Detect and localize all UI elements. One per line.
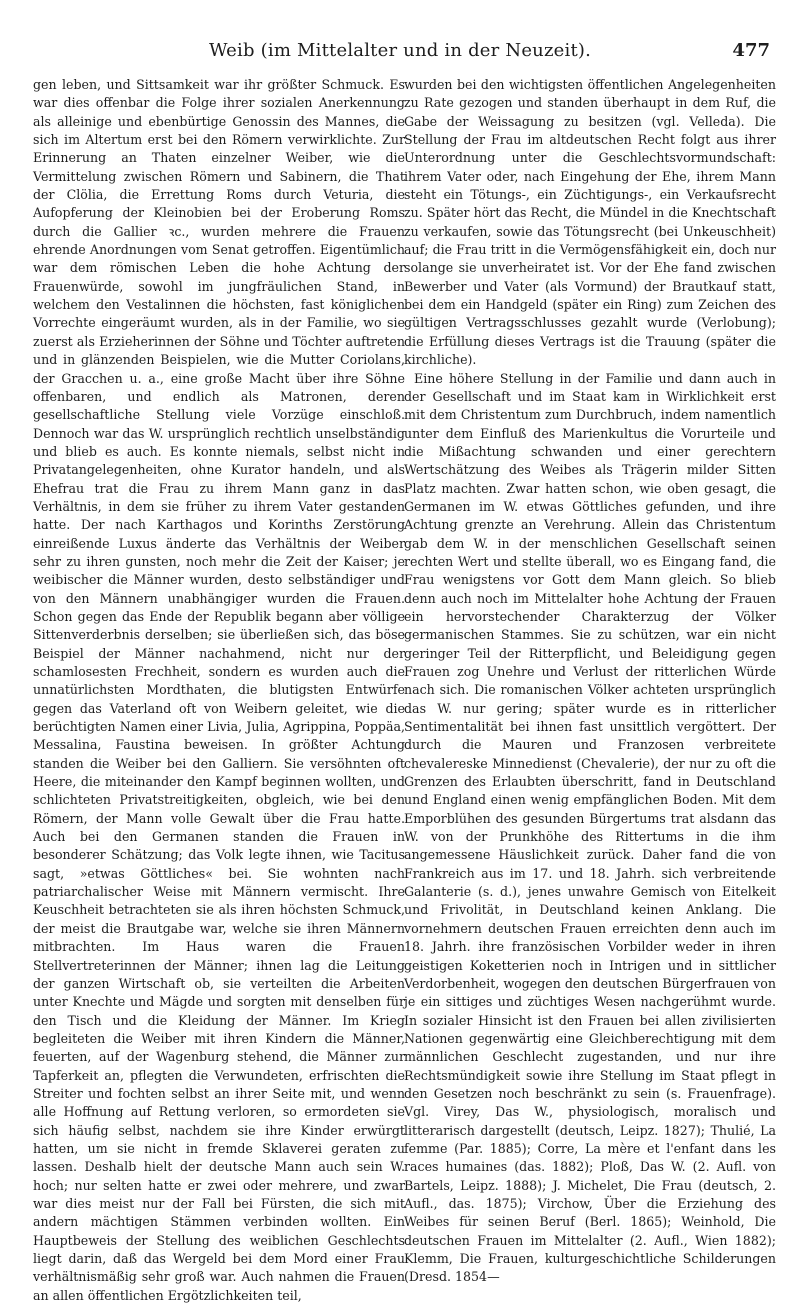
page-number: 477 [732, 40, 770, 61]
right-column [404, 76, 776, 1285]
left-paragraph-1: gen leben, und Sittsamkeit war ihr größter Schmuck. Es war dies offenbar die Folge ihrer sozialen Anerkennung als alleinige und ebenbürtige Genossin des Mannes, die sich im Altertum erst bei den Römern verwirklichte. Zur Erinnerung an Thaten einzelner Weiber, wie die Vermittelung zwischen Römern und Sabinern, die That der Clölia, die Errettung Roms durch Veturia, die Aufopferung der Kleinobien bei der Eroberung Roms durch die Gallier ꝛc., wurden mehrere die Frauen ehrende Anordnungen vom Senat getroffen. Eigentümlich war dem römischen Leben die hohe Achtung der Frauenwürde, sowohl im jungfräulichen Stand, in welchem den Vestalinnen die höchsten, fast königlichen Vorrechte eingeräumt wurden, als in der Familie, wo sie zuerst als Erzieherinnen der Söhne und Töchter auftreten und in glänzenden Beispielen, wie die Mutter Coriolans, der Gracchen u. a., eine große Macht über ihre Söhne offenbaren, und endlich als Matronen, deren gesellschaftliche Stellung viele Vorzüge einschloß. Dennoch war das W. ursprünglich rechtlich unselbständig und blieb es auch. Es konnte niemals, selbst nicht in Privatangelegenheiten, ohne Kurator handeln, und als Ehefrau trat die Frau zu ihrem Mann ganz in das Verhältnis, in dem sie früher zu ihrem Vater gestanden hatte. Der nach Karthagos und Korinths Zerstörung einreißende Luxus änderte das Verhältnis der Weiber sehr zu ihren gunsten, noch mehr die Zeit der Kaiser; je weibischer die Männer wurden, desto selbständiger und von den Männern unabhängiger wurden die Frauen. Schon gegen das Ende der Republik begann aber völlige Sittenverderbnis derselben; sie überließen sich, das böse Beispiel der Männer nachahmend, nicht nur der schamlosesten Frechheit, sondern es wurden auch die unnatürlichsten Mordthaten, die blutigsten Entwürfe gegen das Vaterland oft von Weibern geleitet, wie die berüchtigten Namen einer Livia, Julia, Agrippina, Poppäa, Messalina, Faustina beweisen. In größter Achtung standen die Weiber bei den Galliern. Sie versöhnten oft Heere, die miteinander den Kampf beginnen wollten, und schlichteten Privatstreitigkeiten, obgleich, wie bei den Römern, der Mann volle Gewalt über die Frau hatte. Auch bei den Germanen standen die Frauen in besonderer Schätzung; das Volk legte ihnen, wie Tacitus sagt, »etwas Göttliches« bei. Sie wohnten nach patriarchalischer Weise mit Männern vermischt. Ihre Keuschheit betrachteten sie als ihren höchsten Schmuck, der meist die Brautgabe war, welche sie ihren Männern mitbrachten. Im Haus waren die Frauen Stellvertreterinnen der Männer; ihnen lag die Leitung der ganzen Wirtschaft ob, sie verteilten die Arbeiten unter Knechte und Mägde und sorgten mit denselben für den Tisch und die Kleidung der Männer. Im Krieg begleiteten die Weiber mit ihren Kindern die Männer, feuerten, auf der Wagenburg stehend, die Männer zur Tapferkeit an, pflegten die Verwundeten, erfrischten die Streiter und fochten selbst an ihrer Seite mit, und wenn alle Hoffnung auf Rettung verloren, so ermordeten sie sich häufig selbst, nachdem sie ihre Kinder erwürgt hatten, um sie nicht in fremde Sklaverei geraten zu lassen. Deshalb hielt der deutsche Mann auch sein W. hoch; nur selten hatte er zwei oder mehrere, und zwar war dies meist nur der Fall bei Fürsten, die sich mit andern mächtigen Stämmen verbinden wollten. Ein Hauptbeweis der Stellung des weiblichen Geschlechts liegt darin, daß das Wergeld bei dem Mord einer Frau verhältnismäßig sehr groß war. Auch nahmen die Frauen an allen öffentlichen Ergötzlichkeiten teil, [33, 77, 405, 1303]
running-title: Weib (im Mittelalter und in der Neuzeit). [208, 40, 592, 61]
page-header [30, 40, 770, 66]
right-paragraph-1: wurden bei den wichtigsten öffentlichen Angelegenheiten zu Rate gezogen und standen überhaupt in dem Ruf, die Gabe der Weissagung zu besitzen (vgl. Velleda). Die Stellung der Frau im altdeutschen Recht folgt aus ihrer Unterordnung unter die Geschlechtsvormundschaft: ihrem Vater oder, nach Eingehung der Ehe, ihrem Mann steht ein Tötungs-, ein Züchtigungs-, ein Verkaufsrecht zu. Später hört das Recht, die Mündel in die Knechtschaft zu verkaufen, sowie das Tötungsrecht (bei Unkeuschheit) auf; die Frau tritt in die Vermögensfähigkeit ein, doch nur solange sie unverheiratet ist. Vor der Ehe fand zwischen Bewerber und Vater (als Vormund) der Brautkauf statt, bei dem ein Handgeld (später ein Ring) zum Zeichen des gültigen Vertragsschlusses gezahlt wurde (Verlobung); die Erfüllung dieses Vertrags ist die Trauung (später die kirchliche). [404, 77, 776, 368]
left-column [33, 76, 405, 1303]
right-paragraph-2: Eine höhere Stellung in der Familie und dann auch in der Gesellschaft und im Staat kam in Wirklichkeit erst mit dem Christentum zum Durchbruch, indem namentlich unter dem Einfluß des Marienkultus die Vorurteile und die Mißachtung schwanden und einer gerechtern Wertschätzung des Weibes als Trägerin milder Sitten Platz machten. Zwar hatten schon, wie oben gesagt, die Germanen im W. etwas Göttliches gefunden, und ihre Achtung grenzte an Verehrung. Allein das Christentum gab dem W. in der menschlichen Gesellschaft seinen rechten Wert und stellte überall, wo es Eingang fand, die Frau wenigstens vor Gott dem Mann gleich. So blieb denn auch noch im Mittelalter hohe Achtung der Frauen ein hervorstechender Charakterzug der Völker germanischen Stammes. Sie zu schützen, war ein nicht geringer Teil der Ritterpflicht, und Beleidigung gegen Frauen zog Unehre und Verlust der ritterlichen Würde nach sich. Die romanischen Völker achteten ursprünglich das W. nur gering; später wurde es in ritterlicher Sentimentalität bei ihnen fast unsittlich vergöttert. Der durch die Mauren und Franzosen verbreitete chevalereske Minnedienst (Chevalerie), der nur zu oft die Grenzen des Erlaubten überschritt, fand in Deutschland und England einen wenig empfänglichen Boden. Mit dem Emporblühen des gesunden Bürgertums trat alsdann das W. von der Prunkhöhe des Rittertums in die ihm angemessene Häuslichkeit zurück. Daher fand die von Frankreich aus im 17. und 18. Jahrh. sich verbreitende Galanterie (s. d.), jenes unwahre Gemisch von Eitelkeit und Frivolität, in Deutschland keinen Anklang. Die vornehmern deutschen Frauen erreichten denn auch im 18. Jahrh. ihre französischen Vorbilder weder in ihren geistigen Koketterien noch in Intrigen und in sittlicher Verdorbenheit, wogegen den deutschen Bürgerfrauen von je ein sittiges und züchtiges Wesen nachgerühmt wurde. In sozialer Hinsicht ist den Frauen bei allen zivilisierten Nationen gegenwärtig eine Gleichberechtigung mit dem männlichen Geschlecht zugestanden, und nur ihre Rechtsmündigkeit sowie ihre Stellung im Staat pflegt in den Gesetzen noch beschränkt zu sein (s. Frauenfrage). Vgl. Virey, Das W., physiologisch, moralisch und litterarisch dargestellt (deutsch, Leipz. 1827); Thulié, La femme (Par. 1885); Corre, La mère et l'enfant dans les races humaines (das. 1882); Ploß, Das W. (2. Aufl. von Bartels, Leipz. 1888); J. Michelet, Die Frau (deutsch, 2. Aufl., das. 1875); Virchow, Über die Erziehung des Weibes für seinen Beruf (Berl. 1865); Weinhold, Die deutschen Frauen im Mittelalter (2. Aufl., Wien 1882); Klemm, Die Frauen, kulturgeschichtliche Schilderungen (Dresd. 1854— [404, 370, 776, 1285]
